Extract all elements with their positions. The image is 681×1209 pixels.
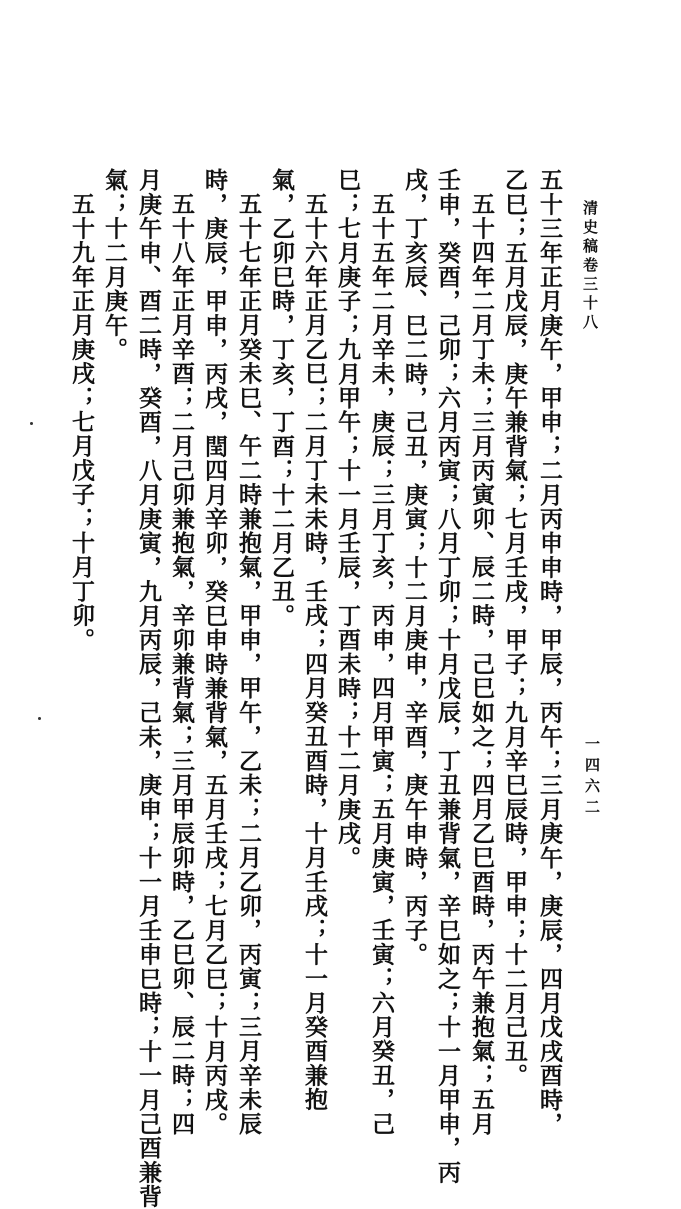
text-column: 氣；十二月庚午。 bbox=[101, 168, 128, 362]
text-column: 月庚午申、酉二時，癸酉，八月庚寅，九月丙辰，己未，庚申；十一月壬申巳時；十一月己酉兼背 bbox=[135, 168, 162, 1209]
text-column: 五十六年正月乙巳；二月丁未未時，壬戌；四月癸丑酉時，十月壬戌；十一月癸酉兼抱 bbox=[301, 192, 328, 1112]
text-column: 五十五年二月辛未，庚辰；三月丁亥，丙申，四月甲寅；五月庚寅，壬寅；六月癸丑，己 bbox=[368, 192, 395, 1136]
text-column: 氣，乙卯巳時，丁亥，丁酉；十二月乙丑。 bbox=[268, 168, 295, 628]
text-column: 五十三年正月庚午，甲申；二月丙申申時，甲辰，丙午；三月庚午，庚辰，四月戊戌酉時， bbox=[536, 168, 563, 1136]
text-column: 壬申，癸酉，己卯；六月丙寅；八月丁卯；十月戊辰，丁丑兼背氣，辛巳如之；十一月甲申，丙 bbox=[434, 168, 461, 1185]
scan-speck bbox=[30, 422, 33, 425]
page-number: 一四六二 bbox=[583, 736, 601, 820]
text-column: 乙巳；五月戊辰，庚午兼背氣；七月壬戌，甲子；九月辛巳辰時，甲申；十二月己丑。 bbox=[501, 168, 528, 1088]
text-column: 五十四年二月丁未；三月丙寅卯、辰二時，己巳如之；四月乙巳酉時，丙午兼抱氣；五月 bbox=[468, 192, 495, 1136]
running-header: 清史稿卷三十八 bbox=[581, 200, 599, 333]
text-column: 五十八年正月辛酉；二月己卯兼抱氣，辛卯兼背氣；三月甲辰卯時，乙巳卯、辰二時；四 bbox=[168, 192, 195, 1136]
text-column: 巳；七月庚子；九月甲午；十一月壬辰，丁酉未時；十二月庚戌。 bbox=[334, 168, 361, 870]
text-column: 戌，丁亥辰、巳二時，己丑，庚寅；十二月庚申，辛酉，庚午申時，丙子。 bbox=[401, 168, 428, 967]
text-column: 時，庚辰，甲申，丙戌，閏四月辛卯，癸巳申時兼背氣，五月壬戌；七月乙巳；十月丙戌。 bbox=[201, 168, 228, 1136]
scan-speck bbox=[38, 717, 41, 720]
text-column: 五十七年正月癸未巳、午二時兼抱氣，甲申，甲午，乙未；二月乙卯，丙寅；三月辛未辰 bbox=[235, 192, 262, 1136]
text-column: 五十九年正月庚戌；七月戊子；十月丁卯。 bbox=[68, 192, 95, 652]
